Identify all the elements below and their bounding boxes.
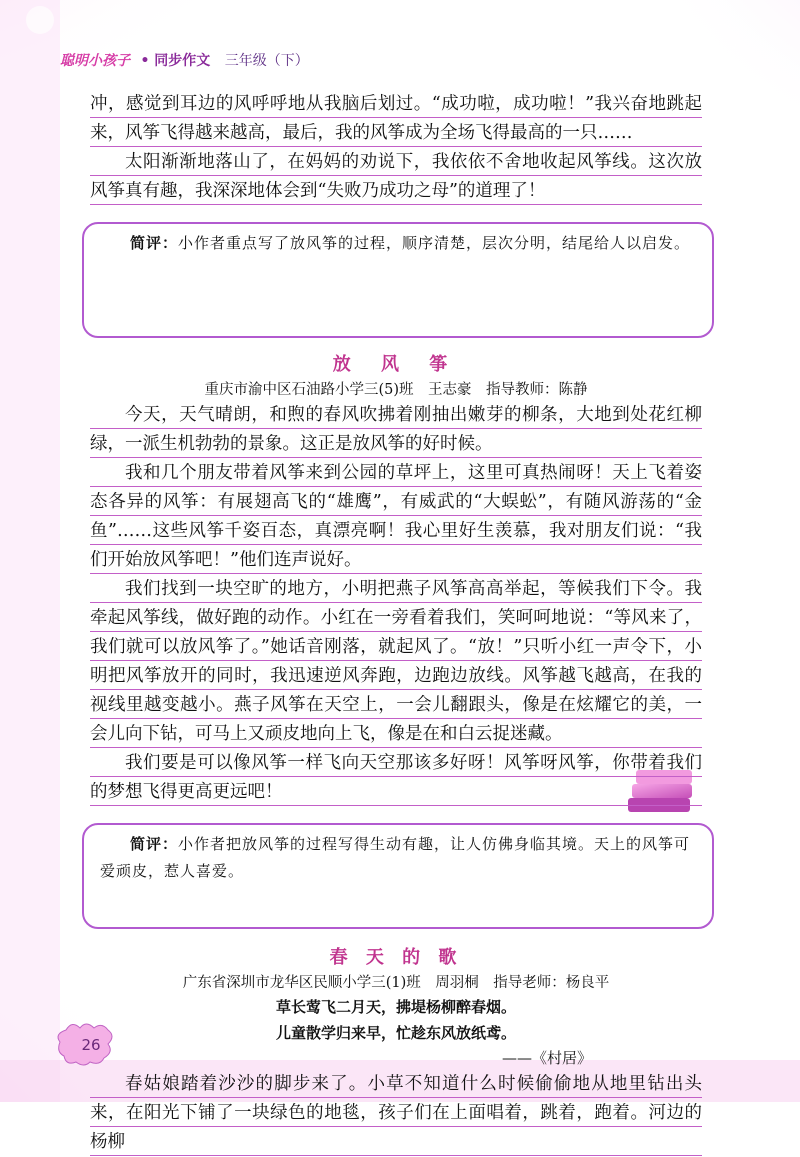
page-number: 26 bbox=[81, 1036, 101, 1054]
paragraph: 我们找到一块空旷的地方，小明把燕子风筝高高举起，等候我们下令。我牵起风筝线，做好跑的动作。小红在一旁看着我们，笑呵呵地说：“等风来了，我们就可以放风筝了。”她话音刚落，就起风了。“放！”只听小红一声令下，小明把风筝放开的同时，我迅速逆风奔跑，边跑边放线。风筝越飞越高，在我的视线里越变越小。燕子风筝在天空上，一会儿翻跟头，像是在炫耀它的美，一会儿向下钻，可马上又顽皮地向上飞，像是在和白云捉迷藏。 bbox=[90, 575, 702, 749]
review-body: 小作者把放风筝的过程写得生动有趣，让人仿佛身临其境。天上的风筝可爱顽皮，惹人喜爱。 bbox=[100, 835, 691, 880]
review-text bbox=[100, 831, 696, 885]
series-name: • 同步作文 bbox=[140, 53, 211, 69]
review-text bbox=[100, 230, 696, 257]
review-label: 简评： bbox=[130, 234, 179, 252]
page-content bbox=[90, 90, 702, 1157]
paragraph: 我们要是可以像风筝一样飞向天空那该多好呀！风筝呀风筝，你带着我们的梦想飞得更高更远吧！ bbox=[90, 749, 702, 807]
review-box bbox=[82, 222, 714, 338]
review-box bbox=[82, 823, 714, 929]
essay-byline: 重庆市渝中区石油路小学三(5)班 王志豪 指导教师：陈静 bbox=[204, 382, 588, 398]
series-logo: 聪明小孩子 bbox=[60, 53, 130, 69]
paragraph: 春姑娘踏着沙沙的脚步来了。小草不知道什么时候偷偷地从地里钻出头来，在阳光下铺了一块绿色的地毯，孩子们在上面唱着，跳着，跑着。河边的杨柳 bbox=[90, 1070, 702, 1157]
page-header bbox=[60, 50, 309, 70]
essay-title: 春 天 的 歌 bbox=[329, 947, 463, 968]
poem-line: 草长莺飞二月天，拂堤杨柳醉春烟。 bbox=[275, 998, 516, 1016]
paragraph: 冲，感觉到耳边的风呼呼地从我脑后划过。“成功啦，成功啦！”我兴奋地跳起来，风筝飞得越来越高，最后，我的风筝成为全场飞得最高的一只…… bbox=[90, 90, 702, 148]
paragraph: 太阳渐渐地落山了，在妈妈的劝说下，我依依不舍地收起风筝线。这次放风筝真有趣，我深深地体会到“失败乃成功之母”的道理了！ bbox=[90, 148, 702, 206]
books-icon bbox=[632, 284, 702, 330]
poem-line: 儿童散学归来早，忙趁东风放纸鸢。 bbox=[275, 1024, 516, 1042]
review-body: 小作者重点写了放风筝的过程，顺序清楚，层次分明，结尾给人以启发。 bbox=[178, 234, 691, 252]
grade-label: 三年级（下） bbox=[224, 53, 309, 69]
books-icon bbox=[632, 875, 702, 921]
paragraph: 我和几个朋友带着风筝来到公园的草坪上，这里可真热闹呀！天上飞着姿态各异的风筝：有展翅高飞的“雄鹰”，有威武的“大蜈蚣”，有随风游荡的“金鱼”……这些风筝千姿百态，真漂亮啊！我心里好生羡慕，我对朋友们说：“我们开始放风筝吧！”他们连声说好。 bbox=[90, 459, 702, 575]
poem-source: ——《村居》 bbox=[501, 1049, 592, 1067]
essay-title: 放 风 筝 bbox=[332, 354, 460, 375]
review-label: 简评： bbox=[130, 835, 179, 853]
paragraph: 今天，天气晴朗，和煦的春风吹拂着刚抽出嫩芽的柳条，大地到处花红柳绿，一派生机勃勃的景象。这正是放风筝的好时候。 bbox=[90, 401, 702, 459]
essay-byline: 广东省深圳市龙华区民顺小学三(1)班 周羽桐 指导老师：杨良平 bbox=[182, 975, 610, 991]
